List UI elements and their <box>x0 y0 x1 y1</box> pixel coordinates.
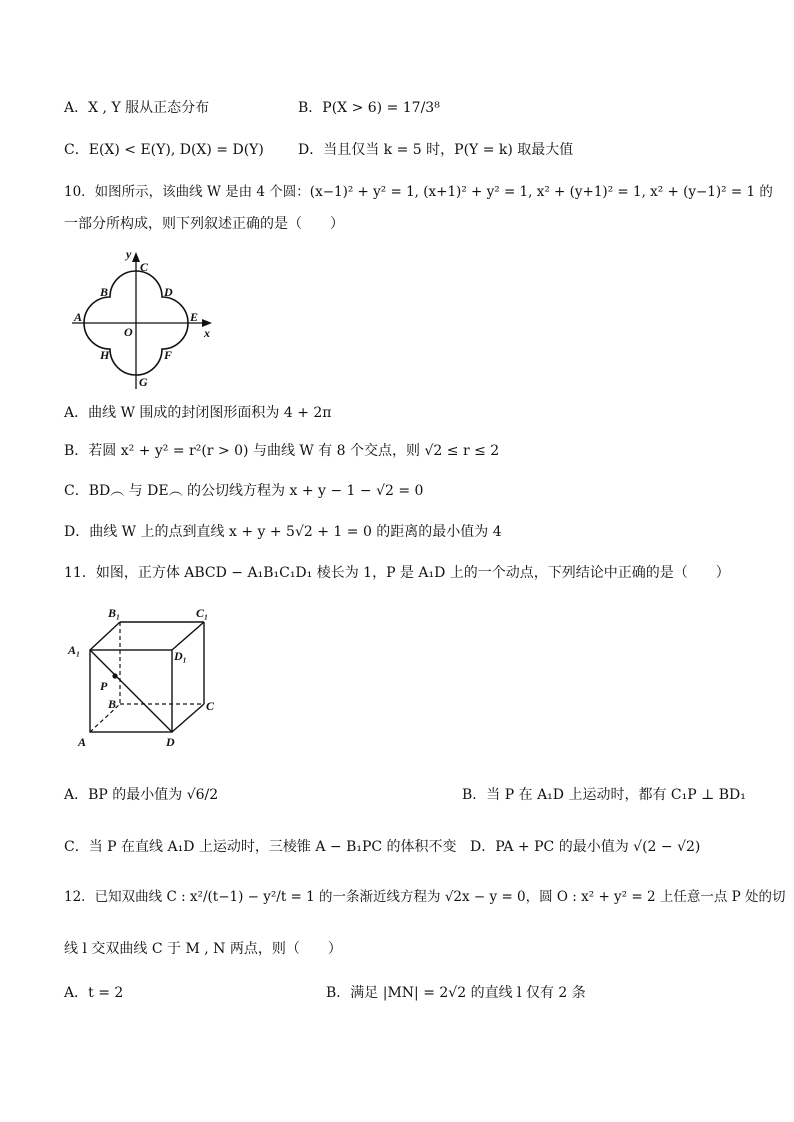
label-d: D <box>166 735 175 749</box>
q12-stem-line1: 12．已知双曲线 C : x²/(t−1) − y²/t = 1 的一条渐近线方程为 √2x − y = 0，圆 O : x² + y² = 2 上任意一点 P 处的切 <box>64 889 786 905</box>
curve-w-diagram <box>66 244 222 394</box>
label-b: B <box>100 285 109 299</box>
option-text: t = 2 <box>88 985 124 1001</box>
label-a: A <box>74 310 83 324</box>
option-label: B． <box>326 985 351 1001</box>
option-label: D． <box>470 839 496 855</box>
option-text: 曲线 W 上的点到直线 x + y + 5√2 + 1 = 0 的距离的最小值为 4 <box>89 524 502 540</box>
q9-option-b <box>298 97 440 119</box>
label-c: C <box>206 699 215 713</box>
option-label: D． <box>64 524 90 540</box>
q10-option-d <box>64 521 502 543</box>
option-text: 当 P 在直线 A₁D 上运动时，三棱锥 A − B₁PC 的体积不变 <box>88 839 457 855</box>
q11-option-c <box>64 836 457 858</box>
option-label: A． <box>64 100 89 116</box>
y-axis-arrow <box>132 252 140 262</box>
option-label: A． <box>64 985 89 1001</box>
option-label: D． <box>298 142 324 158</box>
label-d1: D₁ <box>174 649 187 663</box>
q10-option-c <box>64 480 423 502</box>
label-e: E <box>190 310 199 324</box>
q11-option-d <box>470 836 700 858</box>
label-d: D <box>164 285 173 299</box>
label-g: G <box>139 375 148 389</box>
option-text: 当 P 在 A₁D 上运动时，都有 C₁P ⊥ BD₁ <box>486 787 746 803</box>
edge-d1c1 <box>172 622 204 650</box>
option-text: 当且仅当 k = 5 时，P(Y = k) 取最大值 <box>323 142 574 158</box>
q12-stem-line2: 线 l 交双曲线 C 于 M , N 两点，则（ ） <box>64 941 342 957</box>
label-f: F <box>164 348 173 362</box>
q10-stem-line1: 10．如图所示，该曲线 W 是由 4 个圆：(x−1)² + y² = 1, (x+1)² + y² = 1, x² + (y+1)² = 1, x² + (y−1)² = 1 的 <box>64 184 773 200</box>
edge-a1b1 <box>90 622 120 650</box>
label-a1: A₁ <box>68 643 81 657</box>
label-o: O <box>124 325 133 339</box>
cube-diagram <box>66 600 226 750</box>
option-label: B． <box>64 443 89 459</box>
option-text: P(X > 6) = 17/3⁸ <box>322 100 440 116</box>
option-text: BP 的最小值为 √6/2 <box>88 787 219 803</box>
label-x: x <box>204 326 210 340</box>
label-p: P <box>100 679 108 693</box>
q12-option-a <box>64 982 123 1004</box>
q11-cube-figure <box>66 600 226 750</box>
option-text: 曲线 W 围成的封闭图形面积为 4 + 2π <box>88 405 332 421</box>
point-p <box>112 673 117 678</box>
q10-stem-line2: 一部分所构成，则下列叙述正确的是（ ） <box>64 216 344 232</box>
option-label: C． <box>64 839 89 855</box>
option-text: 若圆 x² + y² = r²(r > 0) 与曲线 W 有 8 个交点，则 √2 ≤ r ≤ 2 <box>88 443 500 459</box>
option-label: C． <box>64 142 89 158</box>
edge-dc <box>172 704 204 732</box>
q12-option-b <box>326 982 586 1004</box>
label-b1: B₁ <box>108 606 121 620</box>
q10-option-a <box>64 402 332 424</box>
q9-option-c <box>64 139 264 161</box>
option-label: B． <box>298 100 323 116</box>
label-c1: C₁ <box>196 606 209 620</box>
option-text: BD︵ 与 DE︵ 的公切线方程为 x + y − 1 − √2 = 0 <box>88 483 424 499</box>
label-b: B <box>108 697 117 711</box>
label-h: H <box>100 348 110 362</box>
option-label: B． <box>462 787 487 803</box>
option-text: E(X) < E(Y), D(X) = D(Y) <box>88 142 264 158</box>
option-label: A． <box>64 787 89 803</box>
q10-option-b <box>64 440 499 462</box>
q11-stem: 11．如图，正方体 ABCD − A₁B₁C₁D₁ 棱长为 1，P 是 A₁D 上的一个动点，下列结论中正确的是（ ） <box>64 565 730 581</box>
option-text: 满足 |MN| = 2√2 的直线 l 仅有 2 条 <box>350 985 586 1001</box>
label-a: A <box>78 735 87 749</box>
option-text: PA + PC 的最小值为 √(2 − √2) <box>495 839 701 855</box>
q9-option-a <box>64 97 209 119</box>
option-label: C． <box>64 483 89 499</box>
q10-curve-figure <box>66 244 222 394</box>
q11-option-b <box>462 784 746 806</box>
q9-option-d <box>298 139 573 161</box>
option-text: X , Y 服从正态分布 <box>88 100 210 116</box>
label-c: C <box>140 260 149 274</box>
option-label: A． <box>64 405 89 421</box>
label-y: y <box>126 247 132 261</box>
q11-option-a <box>64 784 218 806</box>
